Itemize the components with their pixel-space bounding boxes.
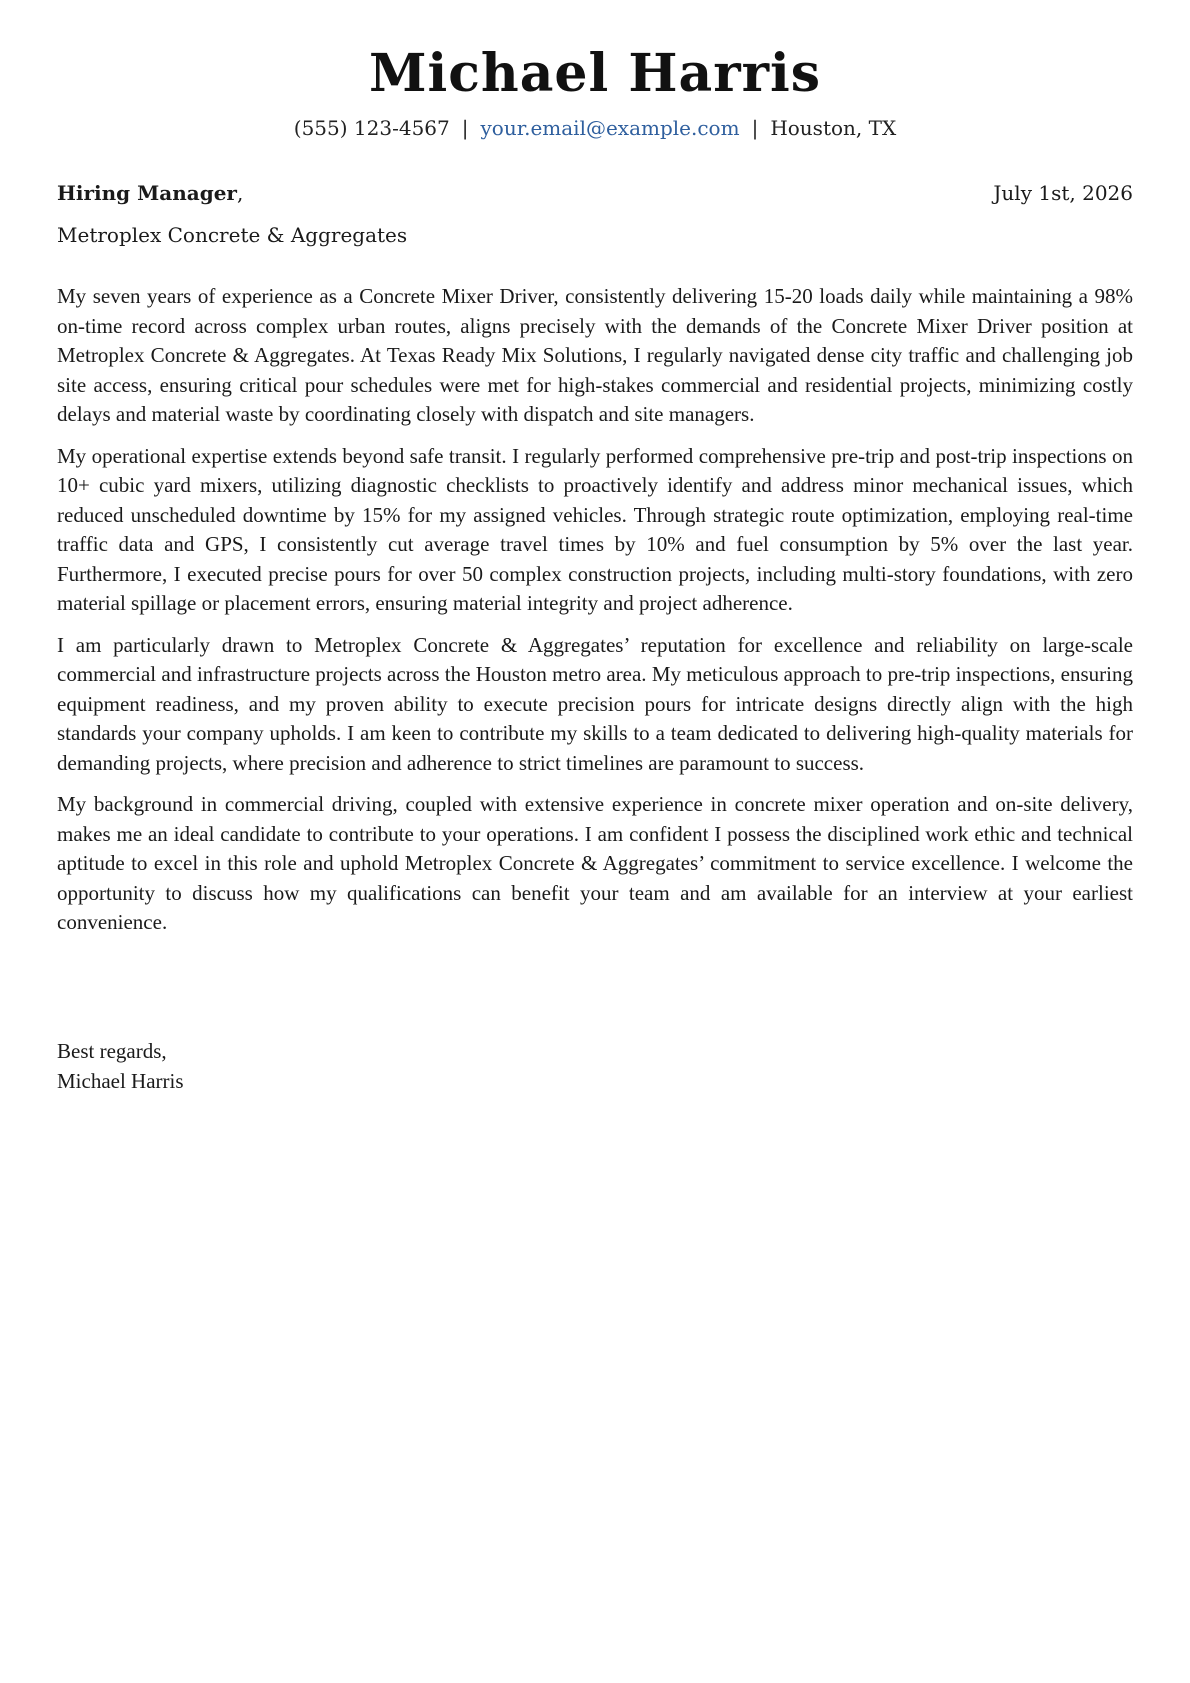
recipient-title: Hiring Manager	[57, 181, 237, 205]
body-paragraph: My operational expertise extends beyond safe transit. I regularly performed comprehensive pre-trip and post-trip inspections on 10+ cubic yard mixers, utilizing diagnostic checklists to proactively identify and address minor mechanical issues, which reduced unscheduled downtime by 15% for my assigned vehicles. Through strategic route optimization, employing real-time traffic data and GPS, I consistently cut average travel times by 10% and fuel consumption by 5% over the last year. Furthermore, I executed precise pours for over 50 complex construction projects, including multi-story foundations, with zero material spillage or placement errors, ensuring material integrity and project adherence.	[57, 443, 1133, 615]
phone-number: (555) 123-4567	[293, 116, 450, 140]
letter-date: July 1st, 2026	[993, 181, 1133, 205]
body-paragraph: My seven years of experience as a Concrete Mixer Driver, consistently delivering 15-20 loads daily while maintaining a 98% on-time record across complex urban routes, aligns precisely with the demands of the Concrete Mixer Driver position at Metroplex Concrete & Aggregates. At Texas Ready Mix Solutions, I regularly navigated dense city traffic and challenging job site access, ensuring critical pour schedules were met for high-stakes commercial and residential projects, minimizing costly delays and material waste by coordinating closely with dispatch and site managers.	[57, 284, 1133, 426]
closing-block	[57, 1037, 184, 1096]
letter-body	[57, 282, 1133, 950]
email-link[interactable]: your.email@example.com	[480, 116, 740, 140]
recipient-comma: ,	[236, 181, 244, 205]
recipient-line	[57, 178, 243, 208]
recipient-company: Metroplex Concrete & Aggregates	[57, 223, 408, 247]
contact-line	[57, 113, 1133, 143]
closing-salutation: Best regards,	[57, 1039, 167, 1063]
body-paragraph: My background in commercial driving, coupled with extensive experience in concrete mixer operation and on-site delivery, makes me an ideal candidate to contribute to your operations. I am confident I possess the disciplined work ethic and technical aptitude to excel in this role and uphold Metroplex Concrete & Aggregates’ commitment to service excellence. I welcome the opportunity to discuss how my qualifications can benefit your team and am available for an interview at your earliest convenience.	[57, 792, 1133, 934]
separator: |	[751, 116, 759, 140]
separator: |	[461, 116, 469, 140]
closing-signature: Michael Harris	[57, 1068, 184, 1093]
applicant-name: Michael Harris	[368, 43, 822, 104]
location: Houston, TX	[770, 116, 897, 140]
body-paragraph: I am particularly drawn to Metroplex Concrete & Aggregates’ reputation for excellence and reliability on large-scale commercial and infrastructure projects across the Houston metro area. My meticulous approach to pre-trip inspections, ensuring equipment readiness, and my proven ability to execute precision pours for intricate designs directly align with the high standards your company upholds. I am keen to contribute my skills to a team dedicated to delivering high-quality materials for demanding projects, where precision and adherence to strict timelines are paramount to success.	[57, 632, 1133, 775]
